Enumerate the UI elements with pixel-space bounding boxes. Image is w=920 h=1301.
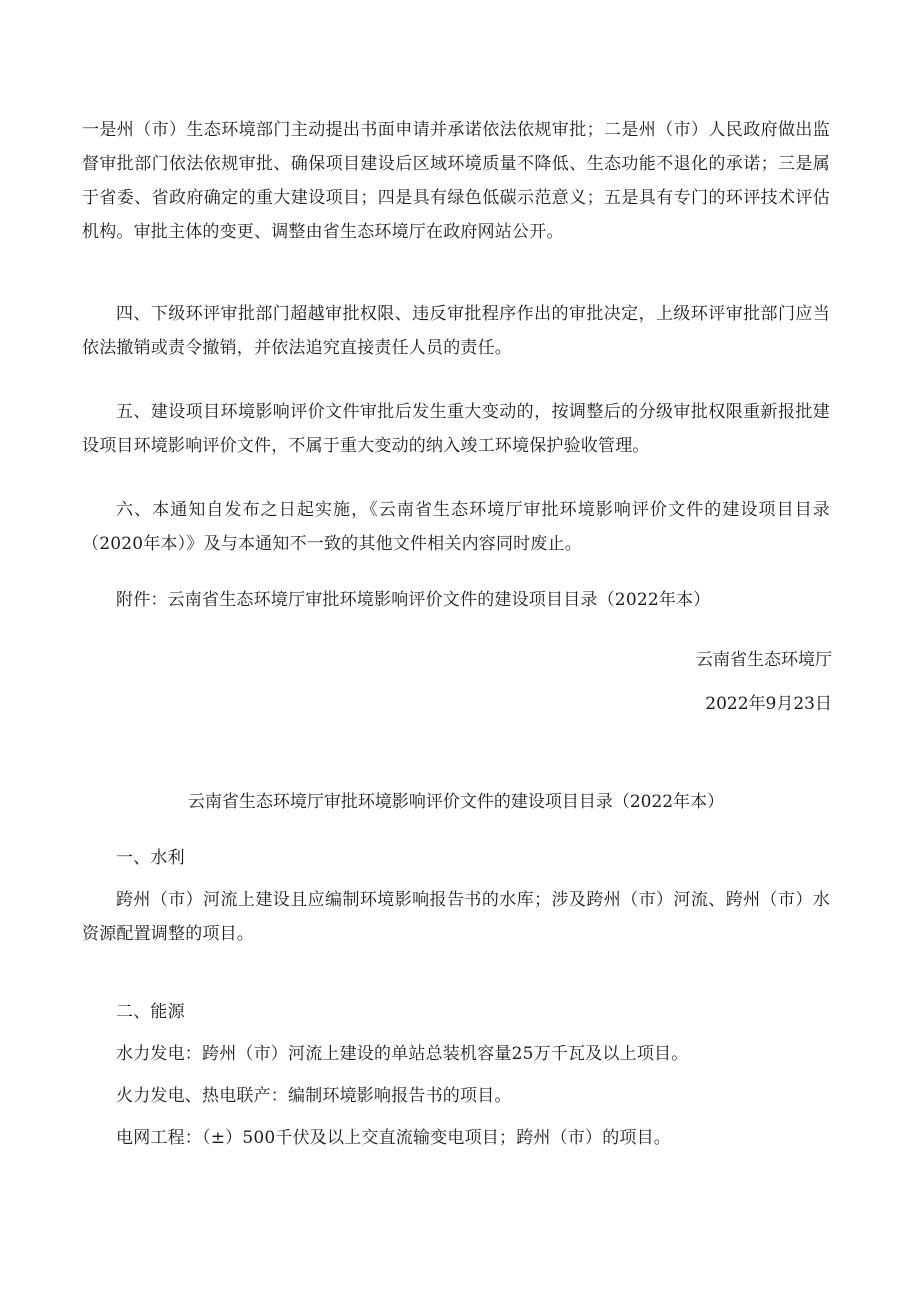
section-heading-water: 一、水利 (116, 848, 185, 868)
paragraph-approval-conditions: 一是州（市）生态环境部门主动提出书面申请并承诺依法依规审批；二是州（市）人民政府做出监督审批部门依法依规审批、确保项目建设后区域环境质量不降低、生态功能不退化的承诺；三是属于省委、省政府确定的重大建设项目；四是具有绿色低碳示范意义；五是具有专门的环评技术评估机构。审批主体的变更、调整由省生态环境厅在政府网站公开。 (82, 120, 830, 242)
paragraph-item-five: 五、建设项目环境影响评价文件审批后发生重大变动的，按调整后的分级审批权限重新报批建设项目环境影响评价文件，不属于重大变动的纳入竣工环境保护验收管理。 (82, 402, 830, 456)
section-item-energy-2: 火力发电、热电联产：编制环境影响报告书的项目。 (116, 1086, 512, 1106)
paragraph-item-four: 四、下级环评审批部门超越审批权限、违反审批程序作出的审批决定，上级环评审批部门应当依法撤销或责令撤销，并依法追究直接责任人员的责任。 (82, 304, 830, 358)
issue-date: 2022年9月23日 (705, 694, 832, 714)
section-heading-energy: 二、能源 (116, 1002, 185, 1022)
issuer-signature: 云南省生态环境厅 (696, 650, 832, 670)
section-item-energy-3: 电网工程：（±）500千伏及以上交直流输变电项目；跨州（市）的项目。 (116, 1128, 671, 1148)
section-item-water-1: 跨州（市）河流上建设且应编制环境影响报告书的水库；涉及跨州（市）河流、跨州（市）水资源配置调整的项目。 (82, 890, 830, 944)
paragraph-item-six: 六、本通知自发布之日起实施，《云南省生态环境厅审批环境影响评价文件的建设项目目录（2020年本）》及与本通知不一致的其他文件相关内容同时废止。 (82, 500, 830, 554)
appendix-title: 云南省生态环境厅审批环境影响评价文件的建设项目目录（2022年本） (187, 792, 725, 812)
attachment-line: 附件：云南省生态环境厅审批环境影响评价文件的建设项目目录（2022年本） (116, 590, 711, 610)
section-item-energy-1: 水力发电：跨州（市）河流上建设的单站总装机容量25万千瓦及以上项目。 (116, 1044, 689, 1064)
